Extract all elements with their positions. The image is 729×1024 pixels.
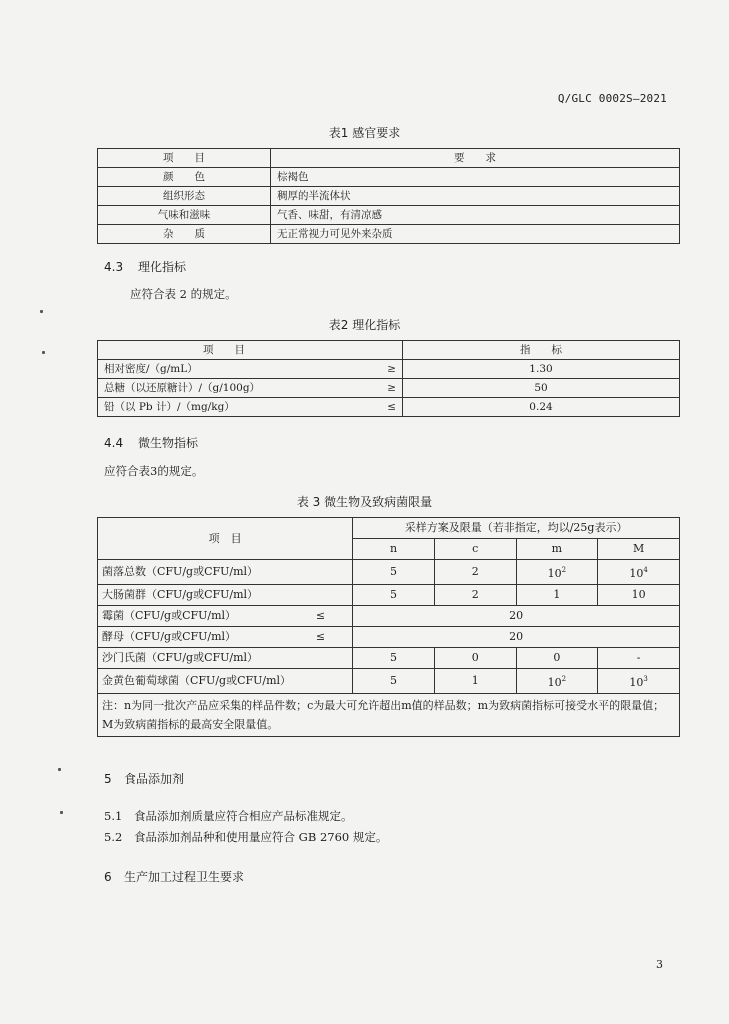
table-row [98,379,680,398]
M-cell: $10^3$ [598,669,680,694]
table-row [98,585,680,606]
header-item: 项 目 [98,518,353,560]
M-cell: - [598,648,680,669]
table-row [98,206,680,225]
section-title: 理化指标 [138,260,187,274]
value-cell: 0.24 [403,398,680,417]
n-cell: 5 [353,669,435,694]
header-op-blank [350,341,403,360]
m-cell: $10^2$ [516,669,598,694]
section-5-2-text [104,829,387,845]
item-cell: 菌落总数（CFU/g或CFU/ml） [98,560,353,585]
section-4-4-heading [104,434,198,451]
value-cell: 50 [403,379,680,398]
subheader-M: M [598,539,680,560]
table-row [98,648,680,669]
item-cell: 组织形态 [98,187,271,206]
c-cell: 0 [434,648,516,669]
operator-cell: ≤ [350,398,403,417]
m-cell: $10^2$ [516,560,598,585]
section-title: 生产加工过程卫生要求 [124,870,245,884]
requirement-cell: 气香、味甜，有清凉感 [271,206,680,225]
subheader-n: n [353,539,435,560]
table-row [98,606,680,627]
m-cell: 1 [516,585,598,606]
table-row [98,398,680,417]
table-note: 注：n为同一批次产品应采集的样品件数；c为最大可允许超出m值的样品数；m为致病菌指标可接受水平的限量值；M为致病菌指标的最高安全限量值。 [98,694,680,737]
table-header-row [98,341,680,360]
header-item: 项 目 [98,341,351,360]
item-cell: 酵母（CFU/g或CFU/ml） [98,627,310,648]
clause-text: 食品添加剂质量应符合相应产品标准规定。 [134,809,353,823]
scan-speck [40,310,43,313]
n-cell: 5 [353,648,435,669]
operator-cell: ≤ [310,606,353,627]
table-row [98,360,680,379]
page-number: 3 [656,958,663,971]
table-row [98,627,680,648]
value-cell: 1.30 [403,360,680,379]
n-cell: 5 [353,585,435,606]
requirement-cell: 棕褐色 [271,168,680,187]
item-cell: 气味和滋味 [98,206,271,225]
c-cell: 1 [434,669,516,694]
section-title: 微生物指标 [138,436,199,450]
header-index: 指 标 [403,341,680,360]
scan-speck [60,811,63,814]
header-item: 项 目 [98,149,271,168]
section-5-heading [104,770,184,787]
document-code: Q/GLC 0002S—2021 [557,92,667,105]
table2-caption: 表2 理化指标 [328,318,401,332]
section-number: 4.3 [104,260,124,274]
header-sampling-plan: 采样方案及限量（若非指定，均以/25g表示） [353,518,680,539]
section-4-3-heading [104,258,186,275]
section-number: 4.4 [104,436,124,450]
section-6-heading [104,868,244,885]
header-requirement: 要 求 [271,149,680,168]
scan-speck [58,768,61,771]
c-cell: 2 [434,560,516,585]
table-row [98,225,680,244]
requirement-cell: 无正常视力可见外来杂质 [271,225,680,244]
subheader-m: m [516,539,598,560]
operator-cell: ≤ [310,627,353,648]
M-cell: $10^4$ [598,560,680,585]
scan-speck [42,351,45,354]
item-cell: 杂 质 [98,225,271,244]
physicochemical-table [97,340,680,417]
section-number: 6 [104,870,112,884]
operator-cell: ≥ [350,379,403,398]
sensory-requirements-table [97,148,680,244]
table-row [98,187,680,206]
microbial-limits-table [97,517,680,737]
M-cell: 10 [598,585,680,606]
m-cell: 0 [516,648,598,669]
item-cell: 大肠菌群（CFU/g或CFU/ml） [98,585,353,606]
table-row [98,669,680,694]
item-cell: 颜 色 [98,168,271,187]
section-4-3-text: 应符合表 2 的规定。 [130,287,237,301]
table-row [98,168,680,187]
item-cell: 铅（以 Pb 计）/（mg/kg） [98,398,351,417]
requirement-cell: 稠厚的半流体状 [271,187,680,206]
item-cell: 总糖（以还原糖计）/（g/100g） [98,379,351,398]
value-cell: 20 [353,627,680,648]
item-cell: 相对密度/（g/mL） [98,360,351,379]
table-header-row [98,149,680,168]
table-header-row [98,518,680,539]
section-4-4-text: 应符合表3的规定。 [104,464,204,478]
c-cell: 2 [434,585,516,606]
value-cell: 20 [353,606,680,627]
table-note-row [98,694,680,737]
clause-number: 5.2 [104,830,123,844]
section-title: 食品添加剂 [124,772,185,786]
table3-caption: 表 3 微生物及致病菌限量 [296,495,433,509]
section-number: 5 [104,772,112,786]
table1-caption: 表1 感官要求 [328,126,401,140]
section-5-1-text [104,808,353,824]
n-cell: 5 [353,560,435,585]
operator-cell: ≥ [350,360,403,379]
subheader-c: c [434,539,516,560]
item-cell: 霉菌（CFU/g或CFU/ml） [98,606,310,627]
table-row [98,560,680,585]
clause-text: 食品添加剂品种和使用量应符合 GB 2760 规定。 [134,830,388,844]
item-cell: 沙门氏菌（CFU/g或CFU/ml） [98,648,353,669]
clause-number: 5.1 [104,809,123,823]
item-cell: 金黄色葡萄球菌（CFU/g或CFU/ml） [98,669,353,694]
